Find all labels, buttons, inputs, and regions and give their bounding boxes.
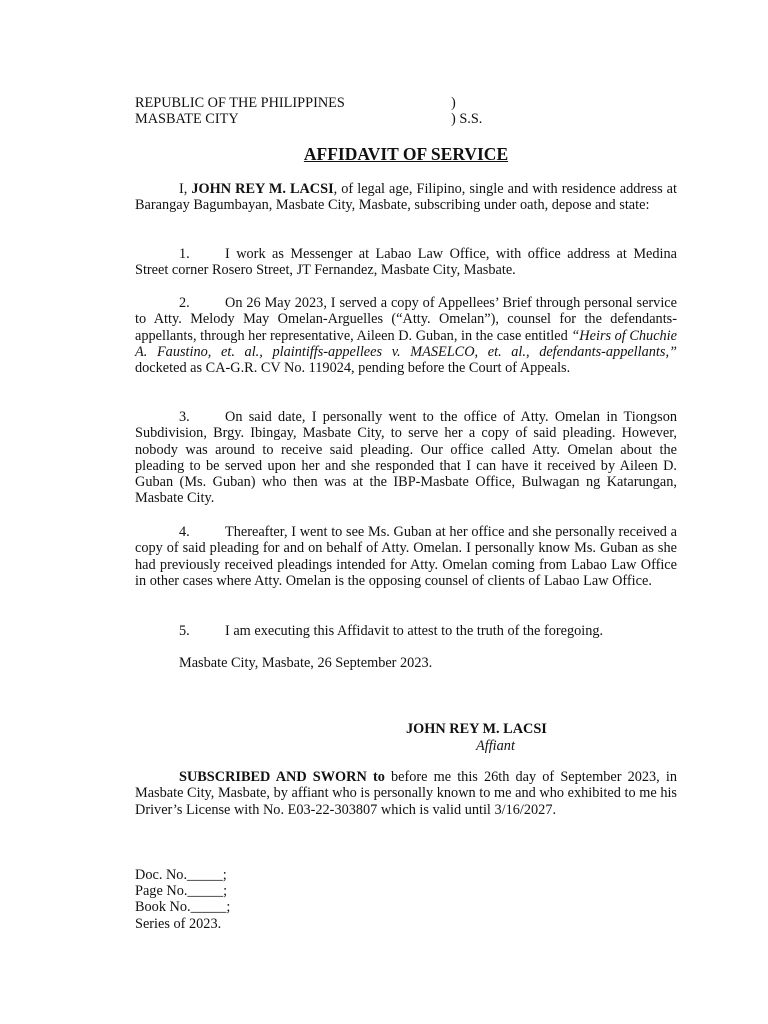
intro-text: , of legal age, Filipino, single and with residence address at Barangay Bagumbayan, Masbate City, Masbate, subscribing under oath, depose and state: (135, 181, 677, 214)
intro-paragraph (135, 181, 677, 214)
paragraph-number: 3. (179, 409, 190, 425)
paragraph-1 (135, 246, 677, 279)
jurat-lead: SUBSCRIBED AND SWORN to (179, 769, 385, 785)
paragraph-3 (135, 409, 677, 507)
paragraph-4 (135, 524, 677, 589)
paragraph-text-end: docketed as CA-G.R. CV No. 119024, pending before the Court of Appeals. (135, 360, 571, 377)
doc-number: Doc. No._____; (135, 867, 227, 883)
signature-role: Affiant (476, 738, 515, 754)
paragraph-number: 4. (179, 524, 190, 540)
document-title: AFFIDAVIT OF SERVICE (303, 144, 509, 164)
jurat-paragraph (135, 769, 677, 818)
venue-city: MASBATE CITY (135, 111, 239, 127)
affiant-name: JOHN REY M. LACSI (191, 181, 334, 197)
venue-paren: ) (451, 95, 456, 111)
intro-prefix: I, (179, 181, 188, 197)
paragraph-number: 1. (179, 246, 190, 262)
paragraph-number: 2. (179, 295, 190, 311)
page-number: Page No._____; (135, 883, 228, 899)
paragraph-2 (135, 295, 677, 376)
paragraph-text: On said date, I personally went to the office of Atty. Omelan in Tiongson Subdivision, Brgy. Ibingay, Masbate City, to serve her a copy of said pleading. However, nobody was around to receive said pleading. Our office called Atty. Omelan about the pleading to be served upon her and she responded that I can have it received by Aileen D. Guban (Ms. Guban) who then was at the IBP-Masbate Office, Bulwagan ng Katarungan, Masbate City. (135, 409, 677, 507)
book-number: Book No._____; (135, 899, 231, 915)
venue-ss: ) S.S. (451, 111, 483, 127)
series-year: Series of 2023. (135, 916, 222, 932)
paragraph-text: On 26 May 2023, I served a copy of Appellees’ Brief through personal service to Atty. Melody May Omelan-Arguelles (“Atty. Omelan”), counsel for the defendants-appellants, through her representative, Aileen D. Guban, in the case entitled (135, 295, 677, 344)
paragraph-text: I am executing this Affidavit to attest to the truth of the foregoing. (225, 623, 604, 639)
place-date: Masbate City, Masbate, 26 September 2023. (179, 655, 433, 671)
venue-country: REPUBLIC OF THE PHILIPPINES (135, 95, 345, 111)
signature-name: JOHN REY M. LACSI (406, 721, 547, 737)
paragraph-number: 5. (179, 623, 190, 639)
jurat-text: before me this 26th day of September 2023, in Masbate City, Masbate, by affiant who is personally known to me and who exhibited to me his Driver’s License with No. E03-22-303807 which is valid until 3/16/2027. (135, 769, 677, 818)
paragraph-text: I work as Messenger at Labao Law Office, with office address at Medina Street corner Rosero Street, JT Fernandez, Masbate City, Masbate. (135, 246, 677, 279)
paragraph-5 (135, 623, 677, 639)
case-title: “Heirs of Chuchie A. Faustino, et. al., plaintiffs-appellees v. MASELCO, et. al., defendants-appellants,” (135, 327, 678, 360)
paragraph-text: Thereafter, I went to see Ms. Guban at her office and she personally received a copy of said pleading for and on behalf of Atty. Omelan. I personally know Ms. Guban as she had previously received pleadings intended for Atty. Omelan coming from Labao Law Office in other cases where Atty. Omelan is the opposing counsel of clients of Labao Law Office. (135, 524, 677, 589)
